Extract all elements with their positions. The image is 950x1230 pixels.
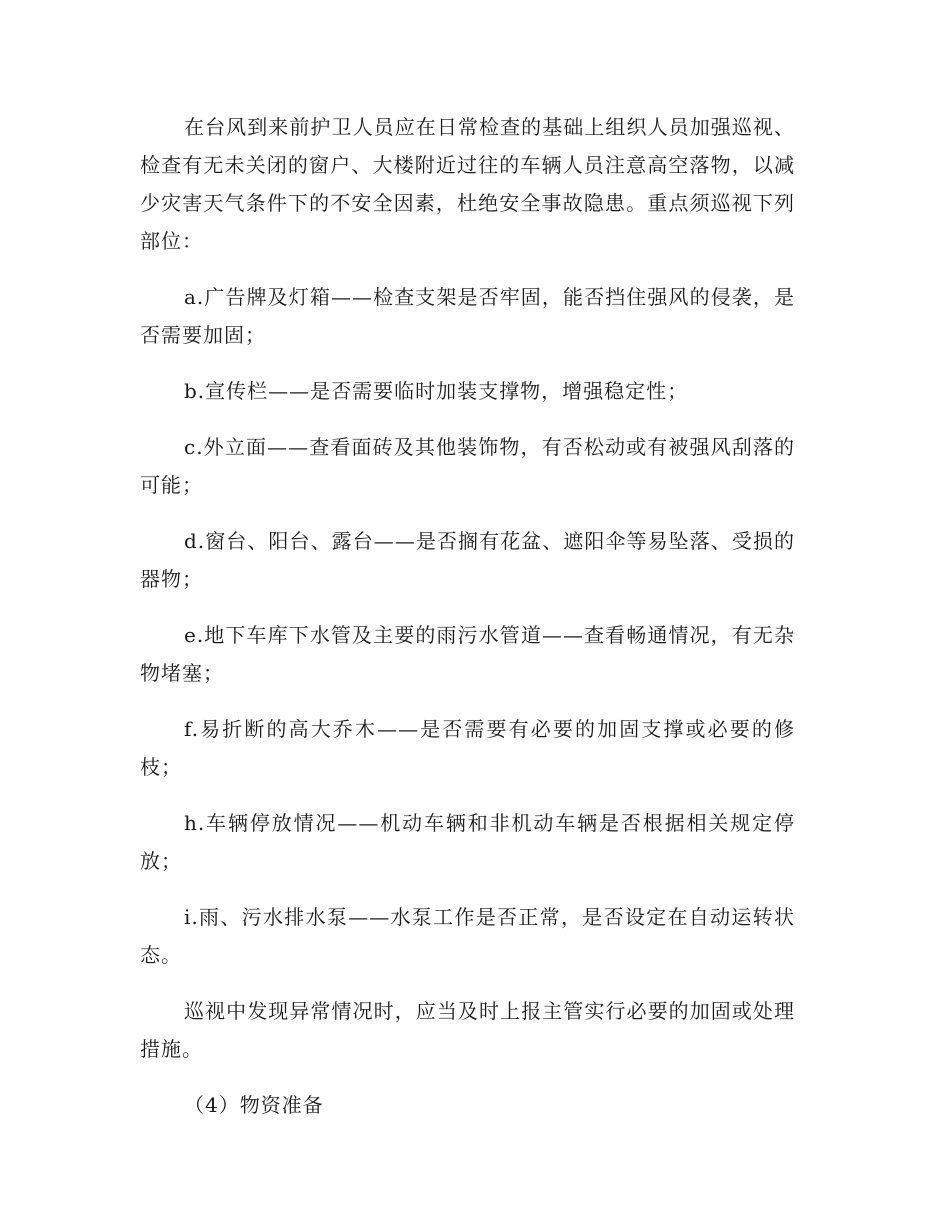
list-item-h: h.车辆停放情况——机动车辆和非机动车辆是否根据相关规定停放； <box>140 811 795 873</box>
list-item-e: e.地下车库下水管及主要的雨污水管道——查看畅通情况，有无杂物堵塞； <box>140 623 795 685</box>
closing-paragraph: 巡视中发现异常情况时，应当及时上报主管实行必要的加固或处理措施。 <box>140 999 795 1061</box>
list-item-a: a.广告牌及灯箱——检查支架是否牢固，能否挡住强风的侵袭，是否需要加固； <box>140 285 795 347</box>
list-item-i: i.雨、污水排水泵——水泵工作是否正常，是否设定在自动运转状态。 <box>140 905 795 967</box>
list-item-b: b.宣传栏——是否需要临时加装支撑物，增强稳定性； <box>184 379 689 403</box>
list-item-d: d.窗台、阳台、露台——是否搁有花盆、遮阳伞等易坠落、受损的器物； <box>140 529 795 591</box>
document-body <box>140 108 795 1142</box>
list-item-c: c.外立面——查看面砖及其他装饰物，有否松动或有被强风刮落的可能； <box>140 435 795 497</box>
list-item-f: f.易折断的高大乔木——是否需要有必要的加固支撑或必要的修枝； <box>140 717 795 779</box>
intro-paragraph: 在台风到来前护卫人员应在日常检查的基础上组织人员加强巡视、检查有无未关闭的窗户、大楼附近过往的车辆人员注意高空落物，以减少灾害天气条件下的不安全因素，杜绝安全事故隐患。重点须巡视下列部位： <box>140 115 795 253</box>
section-heading: （4）物资准备 <box>184 1093 324 1117</box>
